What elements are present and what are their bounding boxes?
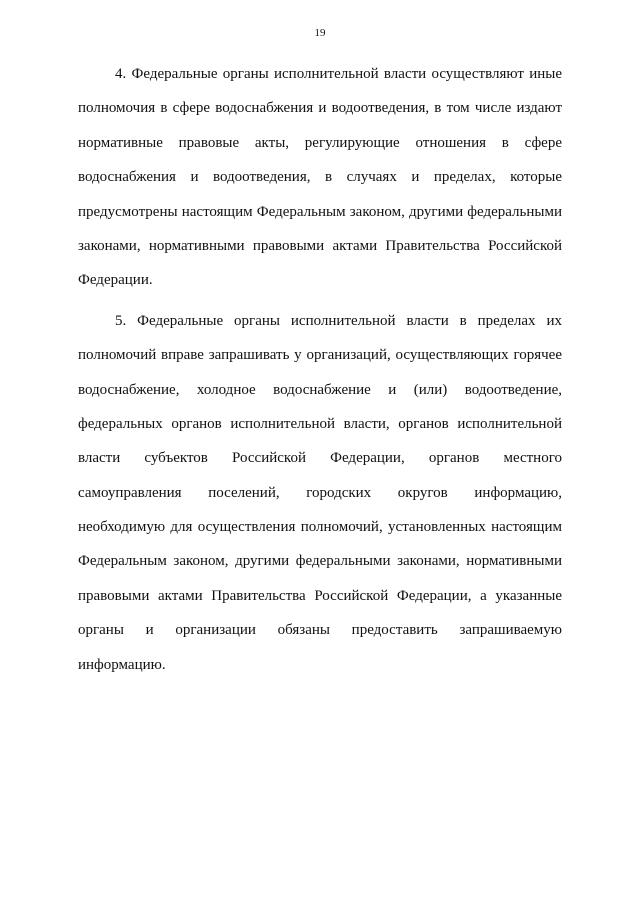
document-body	[78, 57, 562, 682]
paragraph-line: 4. Федеральные органы исполнительной власти осуществляют иные	[115, 66, 562, 82]
paragraph-line: правовыми актами Правительства Российской Федерации, а указанные	[78, 587, 562, 604]
paragraph-line: предусмотрены настоящим Федеральным законом, другими федеральными	[78, 203, 562, 220]
paragraph-line: полномочий вправе запрашивать у организаций, осуществляющих горячее	[78, 347, 562, 364]
page-number: 19	[314, 27, 326, 39]
paragraph-line: необходимую для осуществления полномочий, установленных настоящим	[78, 519, 562, 536]
paragraph-line: органы и организации обязаны предоставить запрашиваемую	[78, 622, 562, 639]
paragraph-line: нормативные правовые акты, регулирующие отношения в сфере	[78, 134, 562, 151]
paragraph-line: Федерации.	[78, 272, 153, 289]
paragraph-line: законами, нормативными правовыми актами Правительства Российской	[78, 237, 562, 254]
paragraph-line: водоснабжения и водоотведения, в случаях и пределах, которые	[78, 169, 562, 186]
paragraph-5	[78, 304, 562, 682]
paragraph-line: федеральных органов исполнительной власти, органов исполнительной	[78, 415, 562, 432]
paragraph-line: водоснабжение, холодное водоснабжение и (или) водоотведение,	[78, 381, 562, 398]
paragraph-4	[78, 57, 562, 298]
paragraph-line: 5. Федеральные органы исполнительной власти в пределах их	[115, 312, 562, 329]
paragraph-line: власти субъектов Российской Федерации, органов местного	[78, 450, 562, 467]
paragraph-line: полномочия в сфере водоснабжения и водоотведения, в том числе издают	[78, 100, 562, 117]
paragraph-line: Федеральным законом, другими федеральными законами, нормативными	[78, 553, 562, 570]
paragraph-line: информацию.	[78, 656, 166, 673]
paragraph-line: самоуправления поселений, городских округов информацию,	[78, 484, 562, 501]
